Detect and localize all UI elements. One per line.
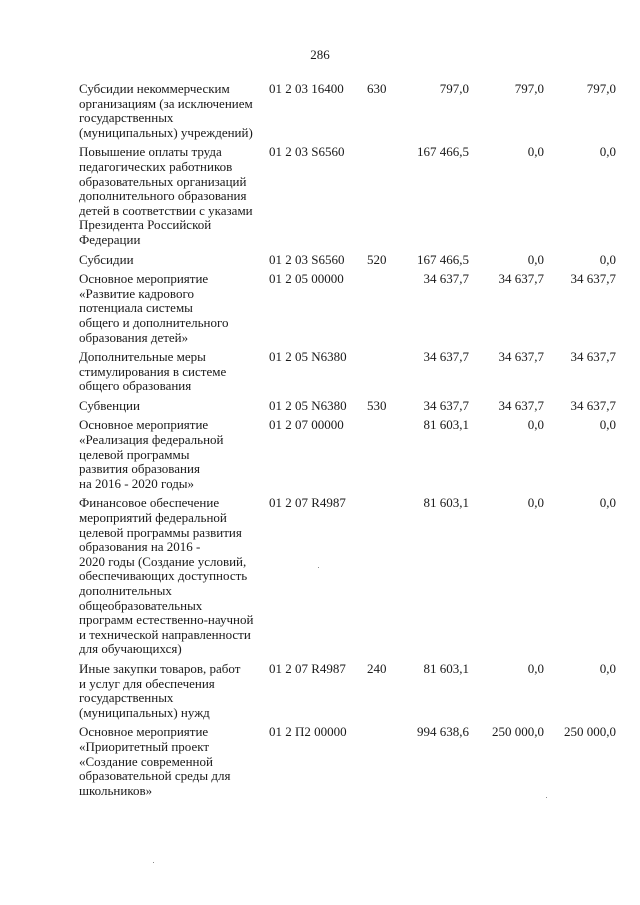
row-value-col3: 0,0 <box>599 660 616 676</box>
row-value-col2: 797,0 <box>514 81 544 96</box>
row-value-col2: 0,0 <box>527 251 544 267</box>
row-value-col2: 250 000,0 <box>492 724 544 740</box>
row-value-col2: 0,0 <box>527 144 544 160</box>
row-value-col3: 0,0 <box>599 144 616 160</box>
row-code: 01 2 07 R4987 <box>269 495 346 511</box>
table-row <box>79 660 616 720</box>
table-row <box>79 144 616 247</box>
row-value-col1: 81 603,1 <box>423 660 469 676</box>
table-row <box>79 349 616 394</box>
row-expense-type: 630 <box>367 81 387 96</box>
table-row <box>79 81 616 140</box>
row-value-col3: 250 000,0 <box>564 724 616 740</box>
row-code: 01 2 05 00000 <box>269 271 344 287</box>
row-value-col3: 0,0 <box>599 495 616 511</box>
scan-speck <box>546 797 547 798</box>
row-code: 01 2 03 S6560 <box>269 144 345 160</box>
row-value-col1: 167 466,5 <box>417 251 469 267</box>
table-row <box>79 271 616 345</box>
row-value-col2: 34 637,7 <box>498 271 544 287</box>
row-name: Основное мероприятие «Реализация федеральной целевой программы развития образования на 2016 - 2020 годы» <box>79 417 224 491</box>
page-number: 286 <box>310 47 330 62</box>
row-code: 01 2 07 00000 <box>269 417 344 433</box>
scan-speck <box>318 567 319 568</box>
row-value-col3: 797,0 <box>586 81 616 96</box>
row-name: Финансовое обеспечение мероприятий федеральной целевой программы развития образования на 2016 - 2020 годы (Создание условий, обеспечивающих доступность дополнительных общеобразовательных программ естественно-научной и технической направленности для обучающихся) <box>79 495 254 657</box>
row-value-col3: 34 637,7 <box>570 271 616 287</box>
row-value-col2: 0,0 <box>527 495 544 511</box>
row-code: 01 2 03 S6560 <box>269 251 345 267</box>
row-code: 01 2 05 N6380 <box>269 397 347 413</box>
row-code: 01 2 П2 00000 <box>269 724 347 740</box>
table-row <box>79 417 616 491</box>
row-value-col2: 0,0 <box>527 417 544 433</box>
row-code: 01 2 03 16400 <box>269 81 344 96</box>
row-name: Основное мероприятие «Развитие кадрового потенциала системы общего и дополнительного образования детей» <box>79 271 229 345</box>
row-value-col3: 34 637,7 <box>570 397 616 413</box>
row-expense-type: 520 <box>367 251 387 267</box>
row-value-col1: 81 603,1 <box>423 495 469 511</box>
scan-speck <box>153 862 154 863</box>
row-name: Субвенции <box>79 397 140 413</box>
row-value-col1: 797,0 <box>439 81 469 96</box>
row-value-col2: 34 637,7 <box>498 349 544 365</box>
table-row <box>79 397 616 414</box>
table-row <box>79 251 616 268</box>
row-name: Дополнительные меры стимулирования в системе общего образования <box>79 349 227 394</box>
row-value-col3: 0,0 <box>599 251 616 267</box>
row-name: Субсидии некоммерческим организациям (за исключением государственных (муниципальных) учреждений) <box>79 81 253 140</box>
row-name: Иные закупки товаров, работ и услуг для обеспечения государственных (муниципальных) нужд <box>79 660 241 720</box>
table-row <box>79 724 616 798</box>
row-value-col1: 81 603,1 <box>423 417 469 433</box>
row-value-col1: 34 637,7 <box>423 397 469 413</box>
budget-table <box>79 81 616 803</box>
row-value-col1: 167 466,5 <box>417 144 469 160</box>
row-code: 01 2 05 N6380 <box>269 349 347 365</box>
row-value-col2: 0,0 <box>527 660 544 676</box>
row-value-col3: 34 637,7 <box>570 349 616 365</box>
row-value-col1: 994 638,6 <box>417 724 469 740</box>
row-name: Субсидии <box>79 251 134 267</box>
row-expense-type: 530 <box>367 397 387 413</box>
row-name: Основное мероприятие «Приоритетный проект «Создание современной образовательной среды для школьников» <box>79 724 231 798</box>
row-name: Повышение оплаты труда педагогических работников образовательных организаций дополнительного образования детей в соответствии с указами Президента Российской Федерации <box>79 144 253 247</box>
row-value-col1: 34 637,7 <box>423 271 469 287</box>
row-value-col2: 34 637,7 <box>498 397 544 413</box>
row-value-col1: 34 637,7 <box>423 349 469 365</box>
table-row <box>79 495 616 657</box>
row-expense-type: 240 <box>367 660 387 676</box>
row-value-col3: 0,0 <box>599 417 616 433</box>
row-code: 01 2 07 R4987 <box>269 660 346 676</box>
